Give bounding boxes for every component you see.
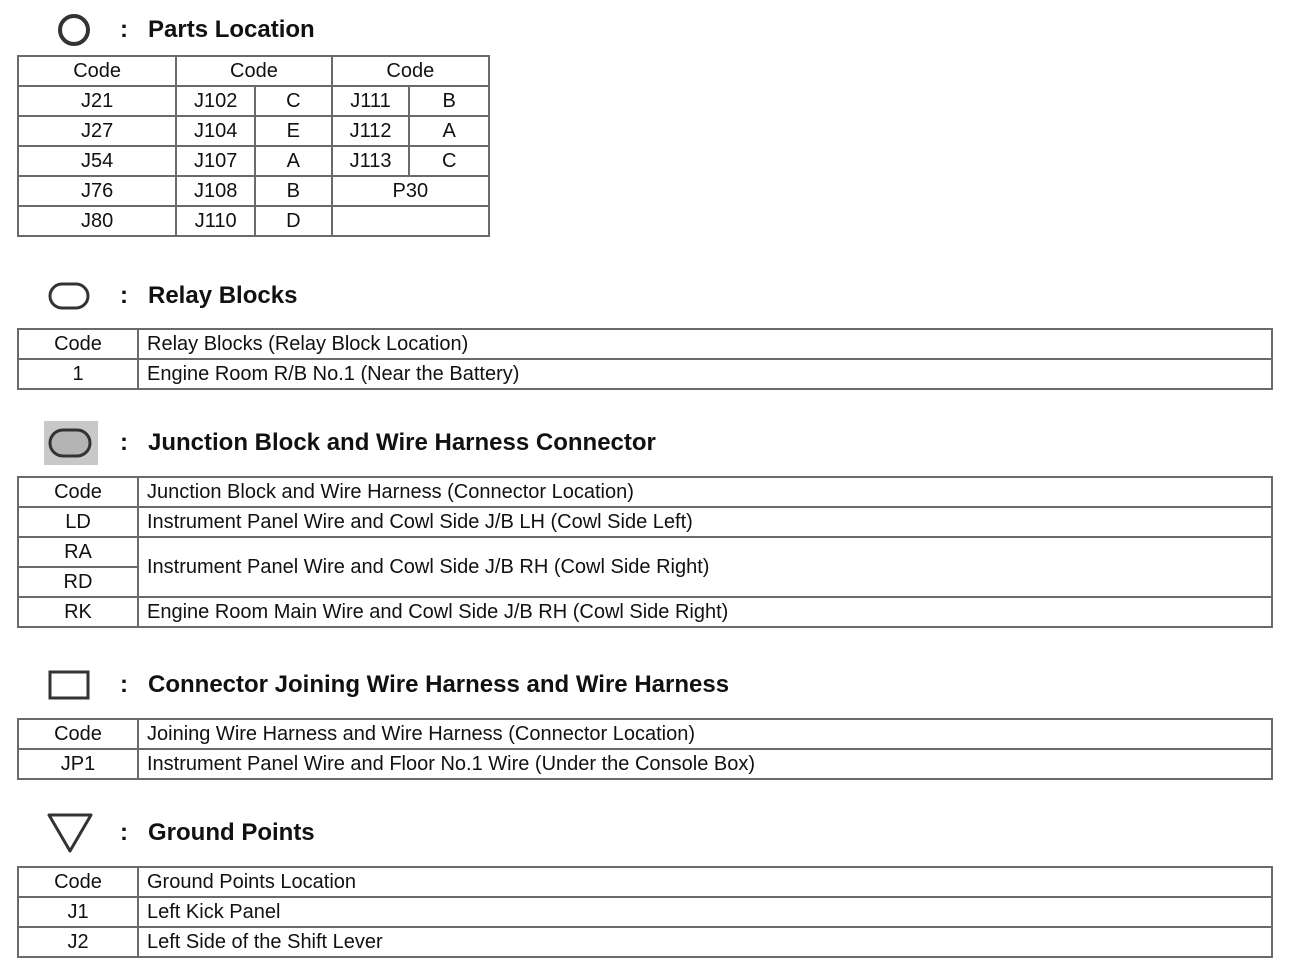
description-cell: Instrument Panel Wire and Floor No.1 Wire (Under the Console Box): [138, 749, 1272, 779]
header-description: Joining Wire Harness and Wire Harness (Connector Location): [138, 719, 1272, 749]
code-cell: J104: [176, 116, 255, 146]
colon: :: [120, 16, 128, 43]
section-header-junction-block: [40, 423, 656, 463]
triangle-down-icon: [40, 813, 100, 853]
letter-cell: D: [255, 206, 332, 236]
connector-joining-table: [17, 718, 1273, 780]
description-cell: Left Side of the Shift Lever: [138, 927, 1272, 957]
description-cell: Engine Room R/B No.1 (Near the Battery): [138, 359, 1272, 389]
table-header-row: [18, 719, 1272, 749]
table-row: [18, 927, 1272, 957]
shaded-oval-icon: [40, 423, 100, 463]
letter-cell: B: [255, 176, 332, 206]
rounded-oval-icon: [40, 276, 100, 316]
section-header-connector-joining: [40, 665, 729, 705]
table-row: [18, 116, 489, 146]
code-cell: 1: [18, 359, 138, 389]
code-cell: J76: [18, 176, 176, 206]
table-row: [18, 359, 1272, 389]
code-cell: RK: [18, 597, 138, 627]
table-row: [18, 206, 489, 236]
section-title: Relay Blocks: [148, 282, 298, 309]
code-cell: J113: [332, 146, 410, 176]
code-cell: J107: [176, 146, 255, 176]
header-code: Code: [18, 477, 138, 507]
description-cell: Instrument Panel Wire and Cowl Side J/B LH (Cowl Side Left): [138, 507, 1272, 537]
code-cell: J110: [176, 206, 255, 236]
code-cell: RD: [18, 567, 138, 597]
junction-block-table: [17, 476, 1273, 628]
code-cell: J2: [18, 927, 138, 957]
colon: :: [120, 429, 128, 456]
table-row: [18, 507, 1272, 537]
letter-cell: A: [409, 116, 489, 146]
header-code: Code: [18, 867, 138, 897]
table-row: [18, 597, 1272, 627]
header-code: Code: [18, 329, 138, 359]
header-description: Junction Block and Wire Harness (Connector Location): [138, 477, 1272, 507]
table-row: [18, 537, 1272, 567]
letter-cell: E: [255, 116, 332, 146]
letter-cell: A: [255, 146, 332, 176]
empty-cell: [332, 206, 489, 236]
section-header-ground-points: [40, 813, 315, 853]
section-header-relay-blocks: [40, 276, 297, 316]
circle-icon: [40, 10, 100, 50]
header-code: Code: [332, 56, 489, 86]
section-header-parts-location: [40, 10, 315, 50]
code-cell: RA: [18, 537, 138, 567]
code-cell: LD: [18, 507, 138, 537]
header-code: Code: [18, 719, 138, 749]
section-title: Parts Location: [148, 16, 315, 43]
letter-cell: C: [409, 146, 489, 176]
description-cell: Left Kick Panel: [138, 897, 1272, 927]
code-cell: J27: [18, 116, 176, 146]
colon: :: [120, 819, 128, 846]
rectangle-icon: [40, 665, 100, 705]
header-code: Code: [18, 56, 176, 86]
table-header-row: [18, 56, 489, 86]
header-code: Code: [176, 56, 331, 86]
code-cell: J108: [176, 176, 255, 206]
code-cell: P30: [332, 176, 489, 206]
colon: :: [120, 671, 128, 698]
table-row: [18, 176, 489, 206]
colon: :: [120, 282, 128, 309]
description-cell: Engine Room Main Wire and Cowl Side J/B RH (Cowl Side Right): [138, 597, 1272, 627]
code-cell: J102: [176, 86, 255, 116]
table-row: [18, 749, 1272, 779]
table-header-row: [18, 329, 1272, 359]
section-title: Connector Joining Wire Harness and Wire Harness: [148, 671, 730, 698]
table-header-row: [18, 477, 1272, 507]
code-cell: J112: [332, 116, 410, 146]
section-title: Junction Block and Wire Harness Connector: [148, 429, 656, 456]
relay-blocks-table: [17, 328, 1273, 390]
table-row: [18, 897, 1272, 927]
section-title: Ground Points: [148, 819, 315, 846]
header-description: Relay Blocks (Relay Block Location): [138, 329, 1272, 359]
letter-cell: C: [255, 86, 332, 116]
code-cell: J1: [18, 897, 138, 927]
code-cell: J54: [18, 146, 176, 176]
code-cell: J111: [332, 86, 410, 116]
code-cell: J21: [18, 86, 176, 116]
table-header-row: [18, 867, 1272, 897]
code-cell: JP1: [18, 749, 138, 779]
code-cell: J80: [18, 206, 176, 236]
parts-location-table: [17, 55, 490, 237]
table-row: [18, 86, 489, 116]
table-row: [18, 146, 489, 176]
header-description: Ground Points Location: [138, 867, 1272, 897]
ground-points-table: [17, 866, 1273, 958]
letter-cell: B: [409, 86, 489, 116]
description-cell: Instrument Panel Wire and Cowl Side J/B RH (Cowl Side Right): [138, 537, 1272, 597]
